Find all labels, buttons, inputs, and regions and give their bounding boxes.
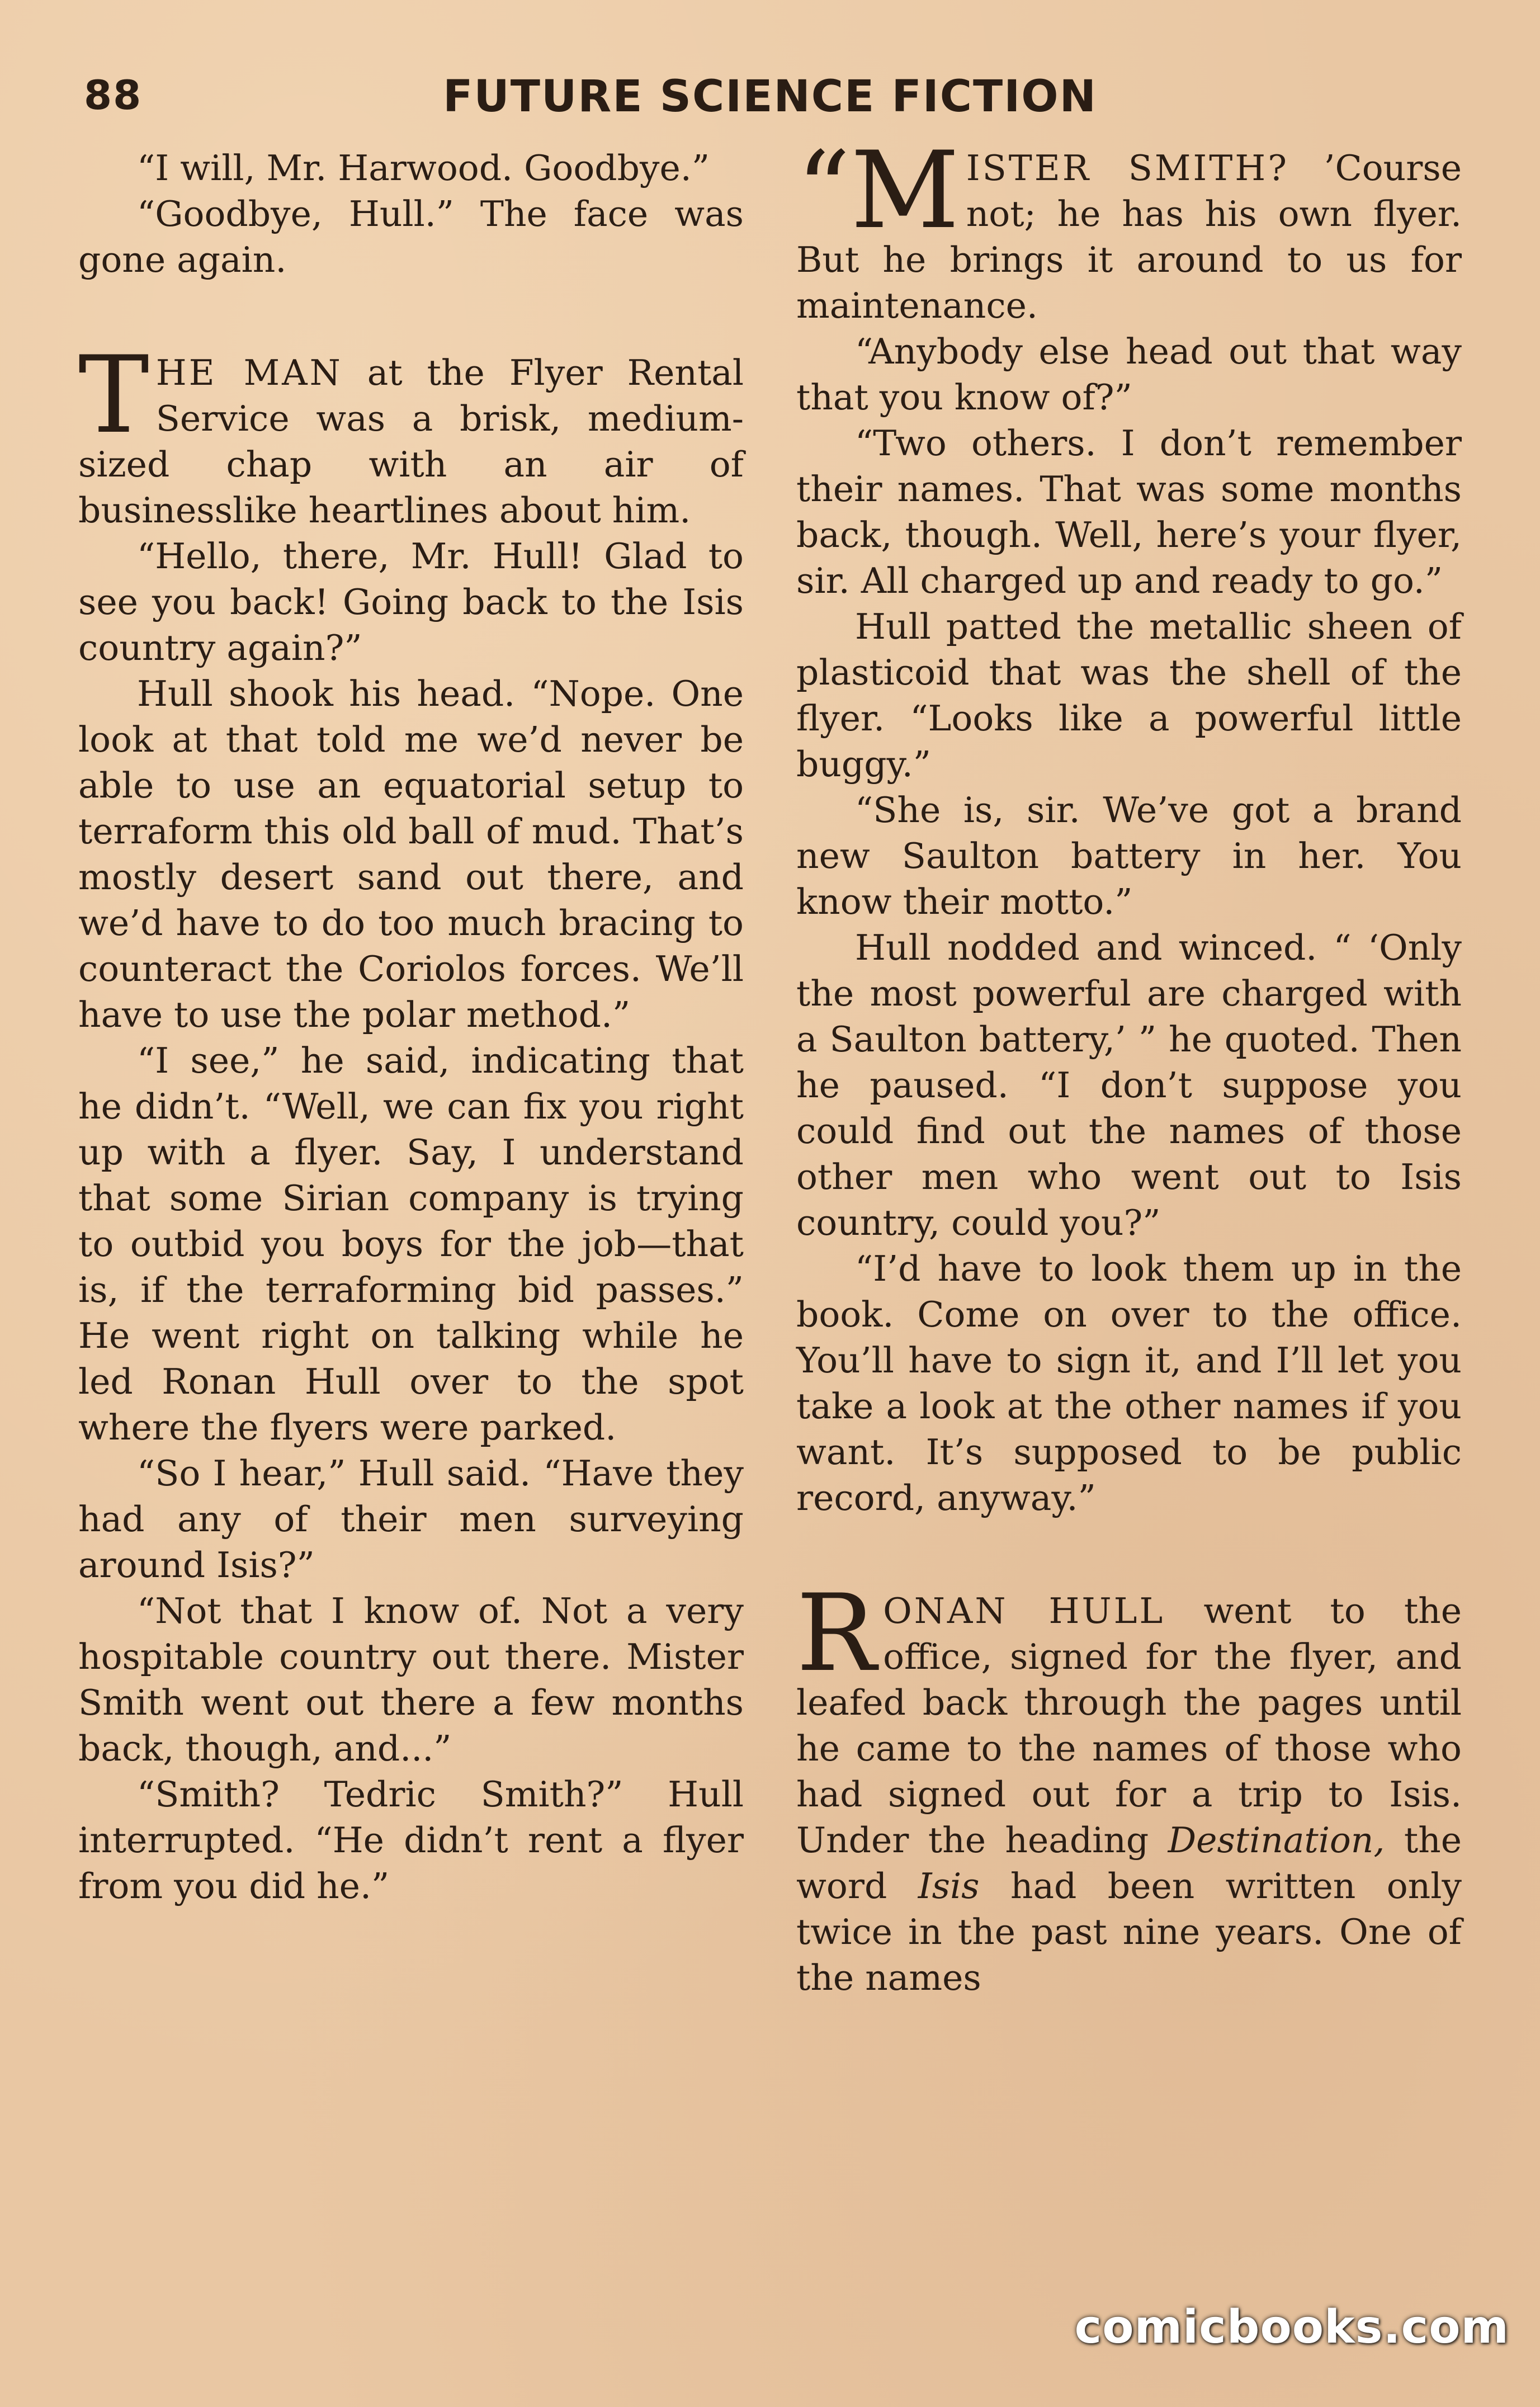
paragraph: “Goodbye, Hull.” The face was gone again. xyxy=(78,193,744,280)
drop-cap: “M xyxy=(796,129,960,252)
section-opening-paragraph: RONAN HULL went to the office, signed for the flyer, and leafed back through the pages until he came to the names of those who had signed out for a trip to Isis. Under the heading Destination, the word Isis had been written only twice in the past nine years. One of the names xyxy=(796,1571,1462,1998)
paragraph-text: at the Flyer Rental Service was a brisk, medium-sized chap with an air of businesslike heartlines about him. xyxy=(78,352,744,531)
running-title: FUTURE SCIENCE FICTION xyxy=(443,72,1097,122)
paragraph: “Anybody else head out that way that you know of?” xyxy=(796,331,1462,418)
paragraph-text: ’Course not; he has his own flyer. But he brings it around to us for maintenance. xyxy=(796,148,1462,326)
paragraph: “So I hear,” Hull said. “Have they had any of their men surveying around Isis?” xyxy=(78,1453,744,1585)
section-opening-paragraph xyxy=(78,333,744,534)
lead-in: ISTER SMITH? xyxy=(966,148,1289,188)
paragraph: “Hello, there, Mr. Hull! Glad to see you back! Going back to the Isis country again?” xyxy=(78,536,744,668)
section-opening-paragraph xyxy=(796,129,1462,329)
lead-in: ONAN HULL xyxy=(883,1590,1165,1631)
watermark: comicbooks.com xyxy=(1074,2301,1509,2354)
lead-in: HE MAN xyxy=(155,352,343,393)
italic-text: Destination, xyxy=(1168,1820,1385,1861)
paragraph: “She is, sir. We’ve got a brand new Saulton battery in her. You know their motto.” xyxy=(796,790,1462,922)
paragraph: Hull nodded and winced. “ ‘Only the most powerful are charged with a Saulton battery,’ ” he quoted. Then he paused. “I don’t suppose you could find out the names of those other men who went out to Isis country, could you?” xyxy=(796,927,1462,1243)
paragraph: Hull patted the metallic sheen of plasticoid that was the shell of the flyer. “Looks like a powerful little buggy.” xyxy=(796,606,1462,785)
opening-quote: “ xyxy=(796,129,851,252)
paragraph: “Two others. I don’t remember their names. That was some months back, though. Well, here’s your flyer, sir. All charged up and ready to go.” xyxy=(796,423,1462,601)
paragraph: “I see,” he said, indicating that he didn’t. “Well, we can fix you right up with a flyer. Say, I understand that some Sirian company is trying to outbid you boys for the job—that is, if the terraforming bid passes.” He went right on talking while he led Ronan Hull over to the spot where the flyers were parked. xyxy=(78,1040,744,1448)
italic-text: Isis xyxy=(918,1866,980,1906)
drop-cap: T xyxy=(78,333,149,457)
page-number: 88 xyxy=(84,72,143,119)
paragraph: Hull shook his head. “Nope. One look at that told me we’d never be able to use an equatorial setup to terraform this old ball of mud. That’s mostly desert sand out there, and we’d have to do too much bracing to counteract the Coriolos forces. We’ll have to use the polar method.” xyxy=(78,673,744,1035)
drop-cap: R xyxy=(796,1571,877,1695)
paragraph: “Smith? Tedric Smith?” Hull interrupted. “He didn’t rent a flyer from you did he.” xyxy=(78,1774,744,1906)
paragraph: “I will, Mr. Harwood. Goodbye.” xyxy=(137,148,710,188)
paragraph: “Not that I know of. Not a very hospitable country out there. Mister Smith went out there a few months back, though, and...” xyxy=(78,1590,744,1769)
right-column xyxy=(796,129,1462,2001)
left-column xyxy=(78,145,744,1909)
paragraph: “I’d have to look them up in the book. Come on over to the office. You’ll have to sign it, and I’ll let you take a look at the other names if you want. It’s supposed to be public record, anyway.” xyxy=(796,1248,1462,1518)
